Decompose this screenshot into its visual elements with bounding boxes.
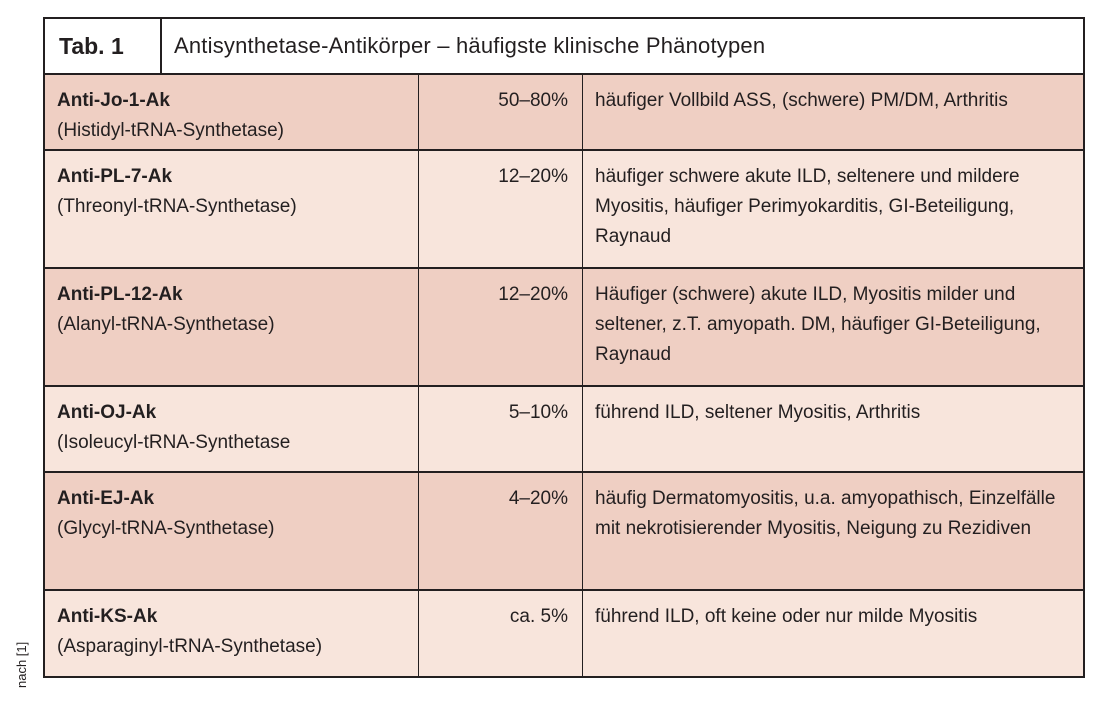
table-row — [45, 267, 1083, 385]
table-body — [43, 75, 1085, 678]
antibody-target: (Alanyl-tRNA-Synthetase) — [57, 314, 275, 335]
table-title: Antisynthetase-Antikörper – häufigste klinische Phänotypen — [174, 33, 766, 58]
antisynthetase-table — [43, 17, 1085, 678]
table-row — [45, 149, 1083, 267]
frequency-cell: ca. 5% — [419, 591, 583, 676]
table-number: Tab. 1 — [45, 19, 162, 73]
phenotype-cell: häufiger schwere akute ILD, seltenere und mildere Myositis, häufiger Perimyokarditis, GI-Beteiligung, Raynaud — [595, 166, 1020, 247]
antibody-cell — [45, 269, 419, 385]
phenotype-cell: häufiger Vollbild ASS, (schwere) PM/DM, Arthritis — [595, 90, 1008, 111]
antibody-target: (Asparaginyl-tRNA-Synthetase) — [57, 636, 323, 657]
frequency-cell: 50–80% — [419, 75, 583, 149]
table-row — [45, 471, 1083, 589]
antibody-name: Anti-KS-Ak — [57, 606, 158, 627]
antibody-cell — [45, 591, 419, 676]
phenotype-cell: Häufiger (schwere) akute ILD, Myositis milder und seltener, z.T. amyopath. DM, häufiger GI-Beteiligung, Raynaud — [595, 284, 1041, 365]
antibody-name: Anti-PL-7-Ak — [57, 166, 173, 187]
antibody-name: Anti-EJ-Ak — [57, 488, 155, 509]
antibody-target: (Histidyl-tRNA-Synthetase) — [57, 120, 284, 141]
antibody-name: Anti-PL-12-Ak — [57, 284, 183, 305]
antibody-target: (Glycyl-tRNA-Synthetase) — [57, 518, 275, 539]
phenotype-cell: häufig Dermatomyositis, u.a. amyopathisch, Einzelfälle mit nekrotisierender Myositis, Neigung zu Rezidiven — [595, 488, 1056, 539]
table-row — [45, 75, 1083, 149]
antibody-cell — [45, 151, 419, 267]
antibody-cell — [45, 473, 419, 589]
antibody-target: (Isoleucyl-tRNA-Synthetase — [57, 432, 291, 453]
frequency-cell: 12–20% — [419, 151, 583, 267]
table-row — [45, 589, 1083, 676]
table-row — [45, 385, 1083, 471]
antibody-name: Anti-Jo-1-Ak — [57, 90, 170, 111]
antibody-target: (Threonyl-tRNA-Synthetase) — [57, 196, 297, 217]
source-note: nach [1] — [14, 641, 29, 688]
table-header — [43, 17, 1085, 75]
frequency-cell: 4–20% — [419, 473, 583, 589]
antibody-name: Anti-OJ-Ak — [57, 402, 157, 423]
phenotype-cell: führend ILD, oft keine oder nur milde Myositis — [595, 606, 978, 627]
antibody-cell — [45, 387, 419, 471]
frequency-cell: 12–20% — [419, 269, 583, 385]
frequency-cell: 5–10% — [419, 387, 583, 471]
phenotype-cell: führend ILD, seltener Myositis, Arthritis — [595, 402, 921, 423]
antibody-cell — [45, 75, 419, 149]
